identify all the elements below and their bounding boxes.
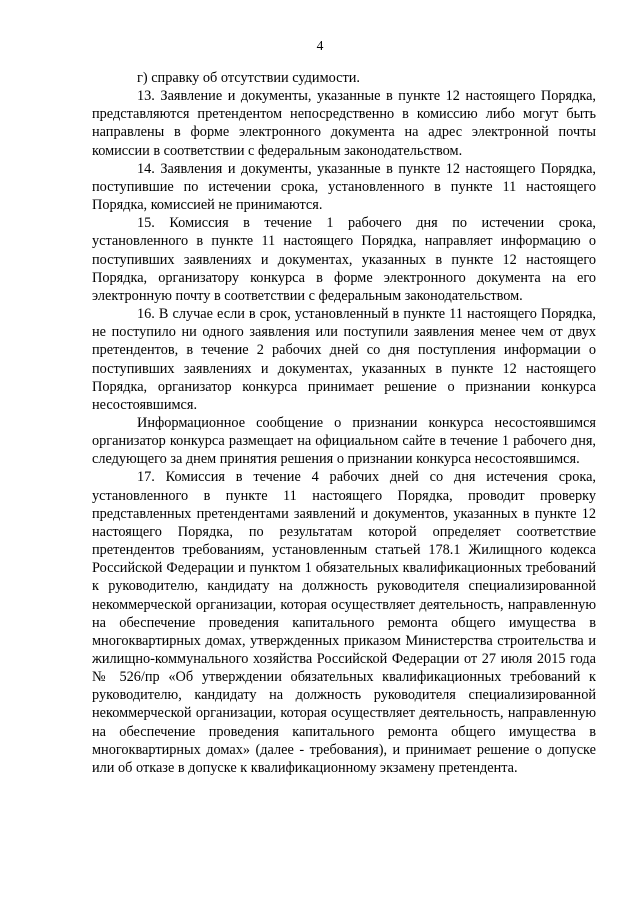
paragraph-13: 13. Заявление и документы, указанные в пункте 12 настоящего Порядка, представляются претендентом непосредственно в комиссию либо могут быть направлены в форме электронного документа на адрес электронной почты комиссии в соответствии с федеральным законодательством. xyxy=(92,88,596,159)
page-number: 4 xyxy=(316,38,324,53)
paragraph-item-g: г) справку об отсутствии судимости. xyxy=(137,70,360,86)
paragraph-16-info-message: Информационное сообщение о признании конкурса несостоявшимся организатор конкурса размещает на официальном сайте в течение 1 рабочего дня, следующего за днем принятия решения о признании конкурса несостоявшимся. xyxy=(92,414,596,468)
paragraph-14: 14. Заявления и документы, указанные в пункте 12 настоящего Порядка, поступившие по истечении срока, установленного в пункте 11 настоящего Порядка, комиссией не принимаются. xyxy=(92,160,596,214)
paragraph-16: 16. В случае если в срок, установленный в пункте 11 настоящего Порядка, не поступило ни одного заявления или поступили заявления менее чем от двух претендентов, в течение 2 рабочих дней со дня поступления информации о поступивших заявлениях и документах, указанных в пункте 12 настоящего Порядка, организатор конкурса принимает решение о признании конкурса несостоявшимся. xyxy=(92,306,596,413)
paragraph-17: 17. Комиссия в течение 4 рабочих дней со дня истечения срока, установленного в пункте 11 настоящего Порядка, проводит проверку представленных претендентами заявлений и документов, указанных в пункте 12 настоящего Порядка, по результатам которой определяет соответствие претендентов требованиям, установленным статьей 178.1 Жилищного кодекса Российской Федерации и пунктом 1 обязательных квалификационных требований к руководителю, кандидату на должность руководителя специализированной некоммерческой организации, которая осуществляет деятельность, направленную на обеспечение проведения капитального ремонта общего имущества в многоквартирных домах, утвержденных приказом Министерства строительства и жилищно-коммунального хозяйства Российской Федерации от 27 июля 2015 года № 526/пр «Об утверждении обязательных квалификационных требований к руководителю, кандидату на должность руководителя специализированной некоммерческой организации, которая осуществляет деятельность, направленную на обеспечение проведения капитального ремонта общего имущества в многоквартирных домах» (далее - требования), и принимает решение о допуске или об отказе в допуске к квалификационному экзамену претендента. xyxy=(92,469,596,776)
document-body xyxy=(92,69,596,777)
paragraph-15: 15. Комиссия в течение 1 рабочего дня по истечении срока, установленного в пункте 11 настоящего Порядка, направляет информацию о поступивших заявлениях и документах, указанных в пункте 12 настоящего Порядка, организатору конкурса в форме электронного документа на его электронную почту в соответствии с федеральным законодательством. xyxy=(92,215,596,304)
